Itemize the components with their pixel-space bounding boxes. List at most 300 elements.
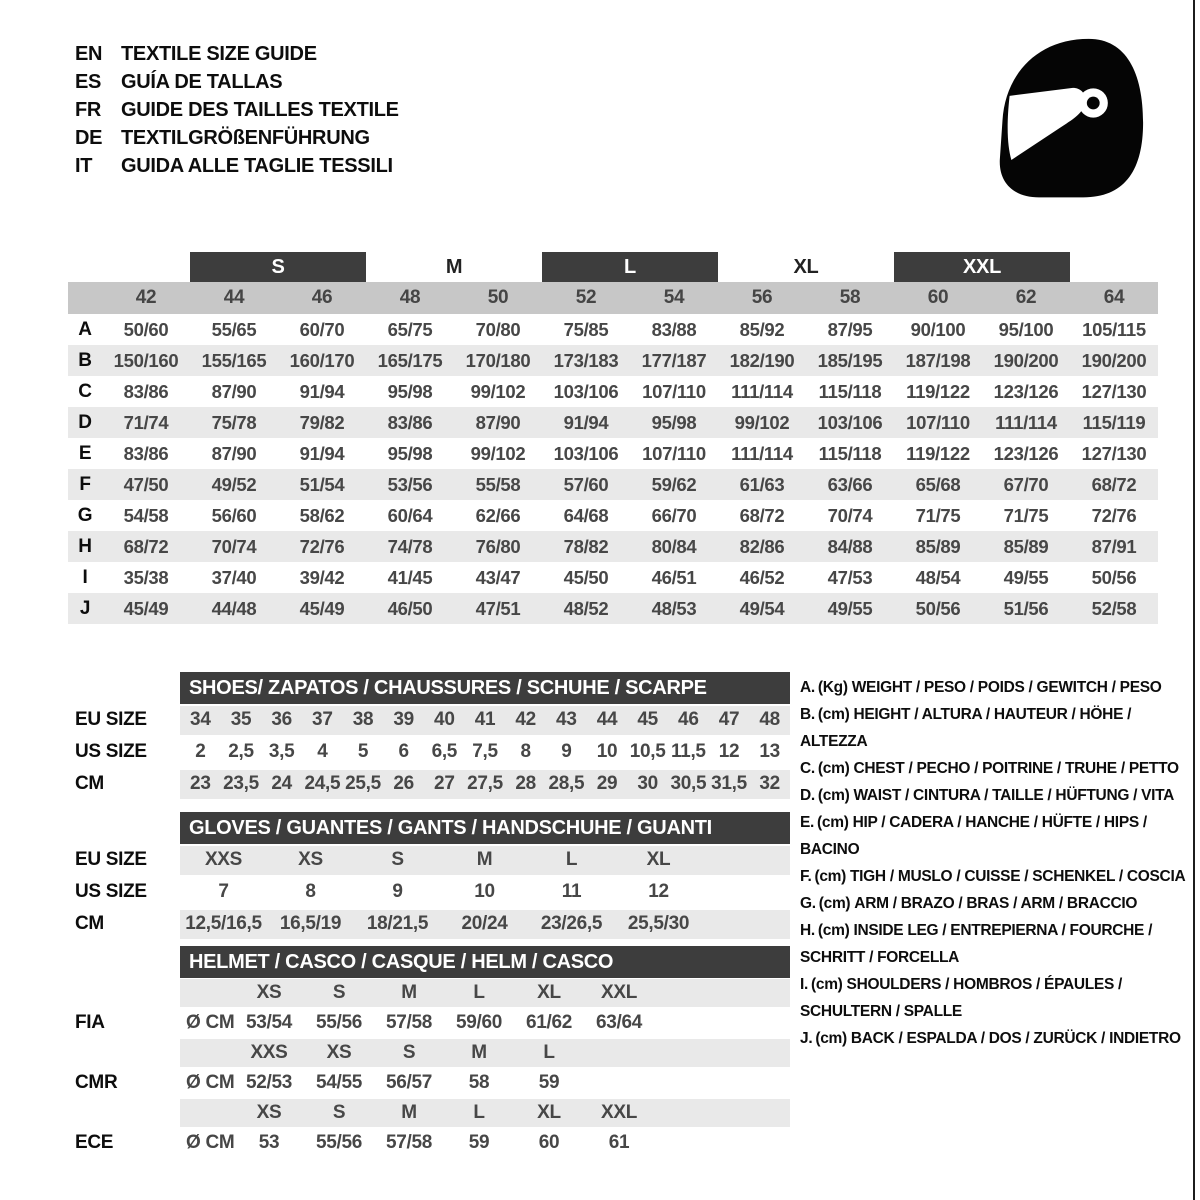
gloves-size-cell: 7 bbox=[218, 881, 229, 902]
table-cell: 60/64 bbox=[387, 504, 433, 526]
shoes-size-cell: 35 bbox=[230, 709, 252, 730]
helmet-values bbox=[234, 1012, 654, 1034]
table-cell: 39/42 bbox=[299, 566, 345, 588]
table-cell: 87/95 bbox=[827, 318, 873, 340]
table-cell: 48/52 bbox=[563, 597, 609, 619]
table-cell: 107/110 bbox=[906, 411, 970, 433]
gloves-size-cell: XXS bbox=[204, 849, 243, 870]
table-cell: 190/200 bbox=[993, 349, 1059, 371]
legend-key: J. bbox=[800, 1030, 813, 1047]
table-cell: 83/86 bbox=[123, 442, 169, 464]
row-label: D bbox=[78, 411, 92, 433]
helmet-size-label: S bbox=[332, 982, 346, 1003]
table-cell: 187/198 bbox=[905, 349, 971, 371]
shoes-row-label: EU SIZE bbox=[75, 709, 147, 730]
gloves-row-values bbox=[180, 910, 790, 939]
right-edge-scan-line bbox=[1193, 0, 1195, 1200]
helmet-value-cell: 59 bbox=[468, 1132, 490, 1153]
table-cell: 50/56 bbox=[915, 597, 961, 619]
shoes-size-cell: 28 bbox=[515, 773, 536, 794]
shoes-size-cell: 4 bbox=[317, 741, 328, 762]
table-cell: 64/68 bbox=[563, 504, 609, 526]
row-label: H bbox=[78, 535, 92, 557]
legend-key: H. bbox=[800, 922, 815, 939]
legend-item bbox=[800, 674, 1198, 701]
row-label: E bbox=[78, 442, 92, 464]
shoes-size-cell: 5 bbox=[357, 741, 369, 762]
table-cell: 177/187 bbox=[641, 349, 707, 371]
table-cell: 115/118 bbox=[818, 442, 882, 464]
shoes-size-cell: 23,5 bbox=[223, 773, 259, 794]
table-cell: 127/130 bbox=[1081, 442, 1147, 464]
table-row bbox=[68, 438, 1158, 469]
helmet-values-row bbox=[68, 1128, 790, 1158]
legend-unit: (cm) bbox=[817, 760, 850, 777]
shoes-size-cell: 44 bbox=[596, 709, 618, 730]
shoes-size-cell: 27,5 bbox=[467, 773, 503, 794]
helmet-sizes-bar bbox=[180, 979, 790, 1007]
helmet-value-cell: 61 bbox=[608, 1132, 630, 1153]
row-values bbox=[102, 536, 1158, 558]
helmet-sizes-bar bbox=[180, 1039, 790, 1067]
shoes-size-cell: 37 bbox=[312, 709, 333, 730]
helmet-value-cell: 63/64 bbox=[595, 1012, 643, 1033]
table-cell: 53/56 bbox=[387, 473, 433, 495]
numeric-size-cell: 62 bbox=[1015, 287, 1037, 308]
legend-unit: (cm) bbox=[811, 976, 843, 993]
helmet-size-label: XXL bbox=[600, 982, 638, 1003]
legend-text: HIP / CADERA / HANCHE / HÜFTE / HIPS / BACINO bbox=[800, 814, 1147, 858]
table-cell: 52/58 bbox=[1091, 597, 1137, 619]
language-guide-title: TEXTILE SIZE GUIDE bbox=[121, 43, 317, 65]
language-code: FR bbox=[75, 99, 102, 121]
shoes-size-cell: 34 bbox=[190, 709, 211, 730]
gloves-size-cell: 10 bbox=[474, 881, 495, 902]
row-values bbox=[102, 474, 1158, 496]
legend-text: CHEST / PECHO / POITRINE / TRUHE / PETTO bbox=[853, 760, 1179, 777]
table-cell: 123/126 bbox=[993, 442, 1059, 464]
table-cell: 87/90 bbox=[475, 411, 521, 433]
legend-key: A. bbox=[800, 679, 815, 696]
table-cell: 90/100 bbox=[910, 318, 966, 340]
table-cell: 50/60 bbox=[123, 318, 169, 340]
legend-text: BACK / ESPALDA / DOS / ZURÜCK / INDIETRO bbox=[850, 1030, 1181, 1047]
table-row bbox=[68, 345, 1158, 376]
helmet-sizes-row bbox=[68, 1038, 790, 1068]
legend-item bbox=[800, 782, 1198, 809]
table-cell: 74/78 bbox=[387, 535, 433, 557]
language-row bbox=[75, 68, 399, 96]
table-cell: 57/60 bbox=[563, 473, 609, 495]
shoes-size-cell: 48 bbox=[759, 709, 780, 730]
table-cell: 119/122 bbox=[906, 442, 970, 464]
legend-key: C. bbox=[800, 760, 815, 777]
shoes-row bbox=[68, 736, 790, 768]
helmet-size-label: S bbox=[332, 1102, 346, 1123]
table-cell: 123/126 bbox=[993, 380, 1059, 402]
row-values bbox=[102, 443, 1158, 465]
helmet-standard-label: FIA bbox=[75, 1012, 105, 1033]
legend-item bbox=[800, 701, 1198, 755]
helmet-size-label: L bbox=[473, 1102, 485, 1123]
legend-item bbox=[800, 917, 1198, 971]
helmet-standard-block bbox=[68, 1098, 790, 1158]
helmet-value-cell: 55/56 bbox=[315, 1132, 363, 1153]
shoes-size-cell: 26 bbox=[393, 773, 414, 794]
table-cell: 63/66 bbox=[827, 473, 873, 495]
helmet-values-bar bbox=[180, 1129, 790, 1157]
shoes-size-cell: 24,5 bbox=[304, 773, 341, 794]
language-guide-title: GUIDA ALLE TAGLIE TESSILI bbox=[121, 155, 393, 177]
numeric-size-cell: 58 bbox=[839, 287, 861, 308]
row-label: I bbox=[82, 566, 88, 588]
language-code: ES bbox=[75, 71, 102, 93]
table-cell: 45/49 bbox=[123, 597, 169, 619]
legend-key: G. bbox=[800, 895, 816, 912]
table-cell: 49/54 bbox=[739, 597, 785, 619]
legend-key: E. bbox=[800, 814, 815, 831]
shoes-size-cell: 46 bbox=[678, 709, 699, 730]
numeric-size-cell: 48 bbox=[399, 287, 421, 308]
shoes-row bbox=[68, 704, 790, 736]
helmet-sizes-bar bbox=[180, 1099, 790, 1127]
table-cell: 48/53 bbox=[651, 597, 697, 619]
table-row bbox=[68, 500, 1158, 531]
table-cell: 65/68 bbox=[915, 473, 961, 495]
helmet-size-label: XS bbox=[256, 1102, 282, 1123]
row-label: F bbox=[79, 473, 91, 495]
table-cell: 45/49 bbox=[299, 597, 345, 619]
shoes-size-cell: 32 bbox=[759, 773, 780, 794]
table-row bbox=[68, 531, 1158, 562]
gloves-size-cell: XS bbox=[298, 849, 323, 870]
legend-key: F. bbox=[800, 868, 812, 885]
helmet-value-cell: 57/58 bbox=[385, 1132, 433, 1153]
shoes-size-cell: 6 bbox=[398, 741, 409, 762]
table-cell: 59/62 bbox=[651, 473, 697, 495]
helmet-value-cell: 53 bbox=[258, 1132, 280, 1153]
table-cell: 103/106 bbox=[553, 442, 619, 464]
table-cell: 111/114 bbox=[731, 442, 793, 464]
helmet-standard-block bbox=[68, 1038, 790, 1098]
gloves-row-label: EU SIZE bbox=[75, 849, 147, 870]
helmet-size-label: XS bbox=[326, 1042, 352, 1063]
language-row bbox=[75, 40, 399, 68]
numeric-size-cell: 42 bbox=[135, 287, 157, 308]
row-label: J bbox=[79, 597, 91, 619]
table-cell: 99/102 bbox=[734, 411, 790, 433]
helmet-size-labels bbox=[234, 982, 654, 1004]
legend-item bbox=[800, 890, 1198, 917]
table-cell: 95/98 bbox=[651, 411, 697, 433]
numeric-size-cell: 60 bbox=[927, 287, 949, 308]
table-cell: 91/94 bbox=[299, 380, 345, 402]
shoes-size-cell: 30,5 bbox=[670, 773, 707, 794]
helmet-value-cell: 57/58 bbox=[385, 1012, 433, 1033]
helmet-value-cell: 54/55 bbox=[315, 1072, 363, 1093]
table-cell: 72/76 bbox=[1091, 504, 1137, 526]
legend-item bbox=[800, 1025, 1198, 1052]
legend-text: TIGH / MUSLO / CUISSE / SCHENKEL / COSCIA bbox=[850, 868, 1186, 885]
helmet-standard-block bbox=[68, 978, 790, 1038]
helmet-values-row bbox=[68, 1068, 790, 1098]
size-group-label: XXL bbox=[894, 252, 1070, 282]
measurement-legend bbox=[800, 674, 1198, 1052]
gloves-size-cell: M bbox=[476, 849, 493, 870]
table-cell: 75/85 bbox=[563, 318, 609, 340]
helmet-size-label: S bbox=[402, 1042, 416, 1063]
shoes-size-cell: 8 bbox=[520, 741, 531, 762]
textile-size-table bbox=[68, 252, 1158, 624]
shoes-size-cell: 40 bbox=[434, 709, 455, 730]
shoes-size-cell: 25,5 bbox=[345, 773, 381, 794]
shoes-size-cell: 6,5 bbox=[431, 741, 458, 762]
table-cell: 66/70 bbox=[651, 504, 697, 526]
numeric-size-cell: 46 bbox=[311, 287, 333, 308]
helmet-value-cell: 58 bbox=[468, 1072, 490, 1093]
row-label: B bbox=[78, 349, 92, 371]
table-cell: 87/90 bbox=[211, 442, 257, 464]
shoes-size-cell: 28,5 bbox=[548, 773, 585, 794]
shoes-size-cell: 42 bbox=[515, 709, 536, 730]
helmet-section-title: HELMET / CASCO / CASQUE / HELM / CASCO bbox=[180, 946, 790, 978]
table-cell: 68/72 bbox=[1091, 473, 1137, 495]
shoes-size-cell: 23 bbox=[190, 773, 211, 794]
helmet-value-cell: 59 bbox=[538, 1072, 560, 1093]
legend-key: D. bbox=[800, 787, 815, 804]
table-cell: 49/52 bbox=[211, 473, 257, 495]
table-cell: 76/80 bbox=[475, 535, 521, 557]
table-cell: 87/90 bbox=[211, 380, 257, 402]
helmet-values bbox=[234, 1132, 654, 1154]
table-cell: 47/51 bbox=[475, 597, 521, 619]
gloves-size-cell: 8 bbox=[305, 881, 316, 902]
table-cell: 107/110 bbox=[642, 380, 706, 402]
numeric-size-cell: 52 bbox=[575, 287, 597, 308]
helmet-size-label: XXS bbox=[250, 1042, 288, 1063]
table-cell: 68/72 bbox=[739, 504, 785, 526]
shoes-size-cell: 3,5 bbox=[268, 741, 295, 762]
language-guide-title: TEXTILGRÖßENFÜHRUNG bbox=[121, 127, 370, 149]
row-values bbox=[102, 319, 1158, 341]
measurement-rows bbox=[68, 314, 1158, 624]
accessory-size-section bbox=[68, 672, 790, 1158]
shoes-size-cell: 10,5 bbox=[629, 741, 666, 762]
table-cell: 95/98 bbox=[387, 442, 433, 464]
gloves-row-label: US SIZE bbox=[75, 881, 147, 902]
table-cell: 85/89 bbox=[1003, 535, 1049, 557]
table-cell: 83/88 bbox=[651, 318, 697, 340]
row-values bbox=[102, 350, 1158, 372]
helmet-size-label: L bbox=[543, 1042, 555, 1063]
gloves-size-cell: 11 bbox=[561, 881, 582, 902]
table-cell: 95/100 bbox=[998, 318, 1054, 340]
numeric-size-cell: 50 bbox=[487, 287, 509, 308]
language-title-block bbox=[75, 40, 399, 180]
table-cell: 87/91 bbox=[1091, 535, 1137, 557]
legend-unit: (cm) bbox=[818, 895, 851, 912]
legend-text: ARM / BRAZO / BRAS / ARM / BRACCIO bbox=[854, 895, 1138, 912]
numeric-size-cell: 44 bbox=[223, 287, 245, 308]
helmet-size-label: M bbox=[401, 982, 417, 1003]
table-cell: 71/75 bbox=[915, 504, 961, 526]
legend-item bbox=[800, 971, 1198, 1025]
row-label: A bbox=[78, 318, 92, 340]
helmet-values-bar bbox=[180, 1069, 790, 1097]
table-cell: 91/94 bbox=[563, 411, 609, 433]
table-row bbox=[68, 593, 1158, 624]
table-cell: 55/58 bbox=[475, 473, 521, 495]
table-cell: 43/47 bbox=[475, 566, 521, 588]
table-cell: 95/98 bbox=[387, 380, 433, 402]
table-cell: 49/55 bbox=[1003, 566, 1049, 588]
table-cell: 111/114 bbox=[995, 411, 1057, 433]
table-cell: 55/65 bbox=[211, 318, 257, 340]
table-cell: 165/175 bbox=[377, 349, 443, 371]
gloves-size-cell: L bbox=[565, 849, 578, 870]
table-cell: 83/86 bbox=[387, 411, 433, 433]
helmet-value-cell: 60 bbox=[538, 1132, 560, 1153]
numeric-size-cell: 54 bbox=[663, 287, 685, 308]
numeric-size-cell: 64 bbox=[1103, 287, 1125, 308]
helmet-size-label: L bbox=[473, 982, 485, 1003]
language-row bbox=[75, 124, 399, 152]
numeric-size-cell: 56 bbox=[751, 287, 773, 308]
table-cell: 68/72 bbox=[123, 535, 169, 557]
helmet-size-label: XL bbox=[537, 982, 561, 1003]
table-cell: 190/200 bbox=[1081, 349, 1147, 371]
gloves-size-cell: 23/26,5 bbox=[540, 913, 603, 934]
row-values bbox=[102, 567, 1158, 589]
gloves-row-values bbox=[180, 878, 790, 907]
table-cell: 54/58 bbox=[123, 504, 169, 526]
table-cell: 60/70 bbox=[299, 318, 345, 340]
legend-text: WEIGHT / PESO / POIDS / GEWITCH / PESO bbox=[851, 679, 1162, 696]
helmet-size-labels bbox=[234, 1042, 654, 1064]
shoes-size-cell: 29 bbox=[596, 773, 618, 794]
table-cell: 182/190 bbox=[729, 349, 795, 371]
gloves-size-cell: 20/24 bbox=[461, 913, 508, 934]
table-cell: 83/86 bbox=[123, 380, 169, 402]
table-cell: 105/115 bbox=[1082, 318, 1146, 340]
table-cell: 56/60 bbox=[211, 504, 257, 526]
gloves-table bbox=[68, 844, 790, 940]
diameter-unit-label: Ø CM bbox=[186, 1072, 235, 1093]
gloves-row bbox=[68, 876, 790, 908]
shoes-row bbox=[68, 768, 790, 800]
diameter-unit-label: Ø CM bbox=[186, 1012, 235, 1033]
table-cell: 51/56 bbox=[1003, 597, 1049, 619]
gloves-section-title: GLOVES / GUANTES / GANTS / HANDSCHUHE / GUANTI bbox=[180, 812, 790, 844]
table-cell: 46/52 bbox=[739, 566, 785, 588]
row-values bbox=[102, 598, 1158, 620]
shoes-size-cell: 12 bbox=[718, 741, 740, 762]
language-code: EN bbox=[75, 43, 103, 65]
table-cell: 61/63 bbox=[739, 473, 785, 495]
helmet-sizes-row bbox=[68, 1098, 790, 1128]
gloves-size-cell: 9 bbox=[392, 881, 403, 902]
table-cell: 47/50 bbox=[123, 473, 169, 495]
legend-text: INSIDE LEG / ENTREPIERNA / FOURCHE / SCHRITT / FORCELLA bbox=[800, 922, 1153, 966]
shoes-size-cell: 7,5 bbox=[472, 741, 498, 762]
helmet-standard-label: ECE bbox=[75, 1132, 114, 1153]
table-cell: 99/102 bbox=[470, 380, 526, 402]
table-row bbox=[68, 562, 1158, 593]
legend-item bbox=[800, 863, 1198, 890]
shoes-size-cell: 38 bbox=[352, 709, 374, 730]
size-group-header bbox=[68, 252, 1158, 282]
table-row bbox=[68, 469, 1158, 500]
language-row bbox=[75, 152, 399, 180]
shoes-size-cell: 47 bbox=[718, 709, 740, 730]
helmet-value-cell: 59/60 bbox=[455, 1012, 503, 1033]
shoes-size-cell: 41 bbox=[474, 709, 496, 730]
table-cell: 49/55 bbox=[827, 597, 873, 619]
language-code: IT bbox=[75, 155, 93, 177]
shoes-size-cell: 27 bbox=[434, 773, 455, 794]
shoes-size-cell: 36 bbox=[271, 709, 292, 730]
legend-unit: (Kg) bbox=[817, 679, 848, 696]
helmet-table bbox=[68, 978, 790, 1158]
shoes-size-cell: 10 bbox=[596, 741, 618, 762]
table-cell: 103/106 bbox=[817, 411, 883, 433]
language-row bbox=[75, 96, 399, 124]
table-cell: 48/54 bbox=[915, 566, 961, 588]
helmet-size-label: XXL bbox=[600, 1102, 638, 1123]
table-cell: 78/82 bbox=[563, 535, 609, 557]
table-cell: 115/119 bbox=[1082, 411, 1146, 433]
table-cell: 72/76 bbox=[299, 535, 345, 557]
shoes-row-label: US SIZE bbox=[75, 741, 147, 762]
legend-unit: (cm) bbox=[814, 868, 846, 885]
table-cell: 62/66 bbox=[475, 504, 521, 526]
shoes-row-label: CM bbox=[75, 773, 104, 794]
table-cell: 51/54 bbox=[299, 473, 345, 495]
helmet-size-label: XL bbox=[537, 1102, 561, 1123]
legend-unit: (cm) bbox=[817, 814, 849, 831]
shoes-table bbox=[68, 704, 790, 800]
diameter-unit-label: Ø CM bbox=[186, 1132, 235, 1153]
helmet-size-label: M bbox=[471, 1042, 487, 1063]
gloves-row bbox=[68, 908, 790, 940]
table-cell: 44/48 bbox=[211, 597, 257, 619]
table-cell: 70/74 bbox=[211, 535, 257, 557]
row-label: G bbox=[77, 504, 93, 526]
table-cell: 70/80 bbox=[475, 318, 521, 340]
gloves-row-values bbox=[180, 846, 790, 875]
gloves-size-cell: 16,5/19 bbox=[279, 913, 342, 934]
gloves-size-cell: S bbox=[391, 849, 404, 870]
table-cell: 45/50 bbox=[563, 566, 609, 588]
table-cell: 170/180 bbox=[465, 349, 531, 371]
gloves-row bbox=[68, 844, 790, 876]
table-cell: 82/86 bbox=[739, 535, 785, 557]
table-cell: 46/50 bbox=[387, 597, 433, 619]
table-cell: 155/165 bbox=[201, 349, 267, 371]
legend-unit: (cm) bbox=[815, 1030, 847, 1047]
shoes-row-values bbox=[180, 770, 790, 799]
legend-text: WAIST / CINTURA / TAILLE / HÜFTUNG / VITA bbox=[853, 787, 1175, 804]
legend-unit: (cm) bbox=[817, 787, 850, 804]
gloves-row-label: CM bbox=[75, 913, 104, 934]
racing-helmet-icon bbox=[982, 28, 1160, 210]
table-cell: 85/89 bbox=[915, 535, 961, 557]
shoes-size-cell: 9 bbox=[561, 741, 572, 762]
size-group-label: L bbox=[542, 252, 718, 282]
shoes-size-cell: 2,5 bbox=[228, 741, 254, 762]
helmet-size-label: M bbox=[401, 1102, 417, 1123]
table-cell: 58/62 bbox=[299, 504, 345, 526]
